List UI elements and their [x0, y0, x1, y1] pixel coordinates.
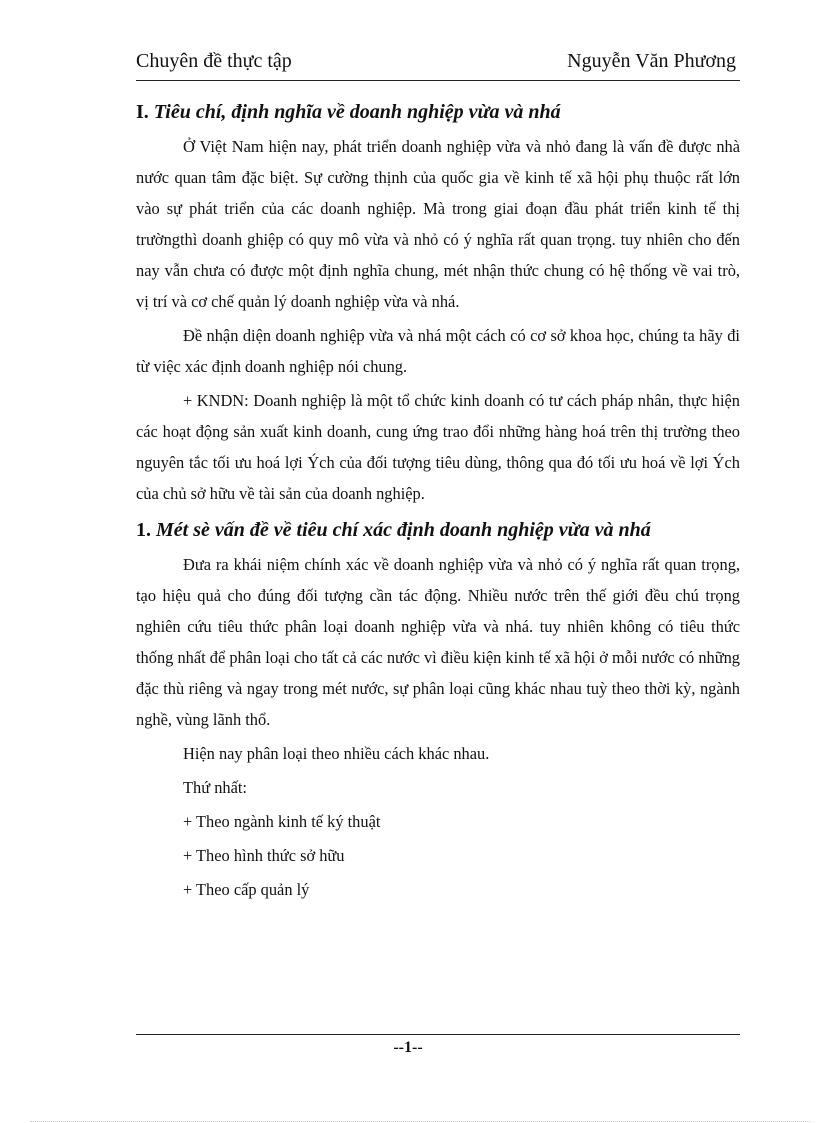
section-heading-1	[136, 97, 740, 127]
paragraph: Ở Việt Nam hiện nay, phát triển doanh nghiệp vừa và nhỏ đang là vấn đề được nhà nước quan tâm đặc biệt. Sự cường thịnh của quốc gia về kinh tế xã hội phụ thuộc rất lớn vào sự phát triển của các doanh nghiệp. Mà trong giai đoạn đầu phát triển kinh tế thị trườngthì doanh ghiệp có quy mô vừa và nhỏ có ý nghĩa rất quan trọng. tuy nhiên cho đến nay vẫn chưa có được một định nghĩa chung, mét nhận thức chung có hệ thống về vai trò, vị trí và cơ chế quản lý doanh nghiệp vừa và nhá.	[136, 137, 740, 311]
header-left-text: Chuyên đề thực tập	[136, 50, 292, 72]
page-header	[136, 48, 740, 81]
section-title: Mét sè vấn đề về tiêu chí xác định doanh nghiệp vừa và nhá	[156, 519, 651, 541]
list-item: + Theo hình thức sở hữu	[183, 846, 345, 865]
footer-divider	[136, 1034, 740, 1035]
section-number: I.	[136, 101, 149, 123]
section-title: Tiêu chí, định nghĩa về doanh nghiệp vừa và nhá	[153, 101, 561, 123]
page-edge-divider	[30, 1121, 810, 1122]
header-right-text: Nguyễn Văn Phương	[567, 50, 736, 72]
document-body	[136, 97, 740, 908]
paragraph: Đề nhận diện doanh nghiệp vừa và nhá một cách có cơ sở khoa học, chúng ta hãy đi từ việc xác định doanh nghiệp nói chung.	[136, 326, 740, 376]
list-item: + Theo cấp quản lý	[183, 880, 310, 899]
page-number: --1--	[393, 1039, 423, 1056]
section-number: 1.	[136, 519, 151, 541]
paragraph: Đưa ra khái niệm chính xác về doanh nghiệp vừa và nhỏ có ý nghĩa rất quan trọng, tạo hiệu quả cho đúng đối tượng cần tác động. Nhiều nước trên thế giới đều chú trọng nghiên cứu tiêu thức phân loại doanh nghiệp vừa và nhá. tuy nhiên không có tiêu thức thống nhất để phân loại cho tất cả các nước vì điều kiện kinh tế xã hội ở mỗi nước có những đặc thù riêng và ngay trong mét nước, sự phân loại cũng khác nhau tuỳ theo thời kỳ, ngành nghề, vùng lãnh thổ.	[136, 555, 740, 729]
section-heading-2	[136, 515, 740, 545]
paragraph: Thứ nhất:	[183, 778, 247, 797]
list-item: + Theo ngành kinh tế ký thuật	[183, 812, 381, 831]
paragraph: + KNDN: Doanh nghiệp là một tổ chức kinh doanh có tư cách pháp nhân, thực hiện các hoạt động sản xuất kinh doanh, cung ứng trao đổi những hàng hoá trên thị trường theo nguyên tắc tối ưu hoá lợi Ých của đối tượng tiêu dùng, thông qua đó tối ưu hoá về lợi Ých của chủ sở hữu về tài sản của doanh nghiệp.	[136, 391, 740, 503]
paragraph: Hiện nay phân loại theo nhiều cách khác nhau.	[183, 744, 490, 763]
